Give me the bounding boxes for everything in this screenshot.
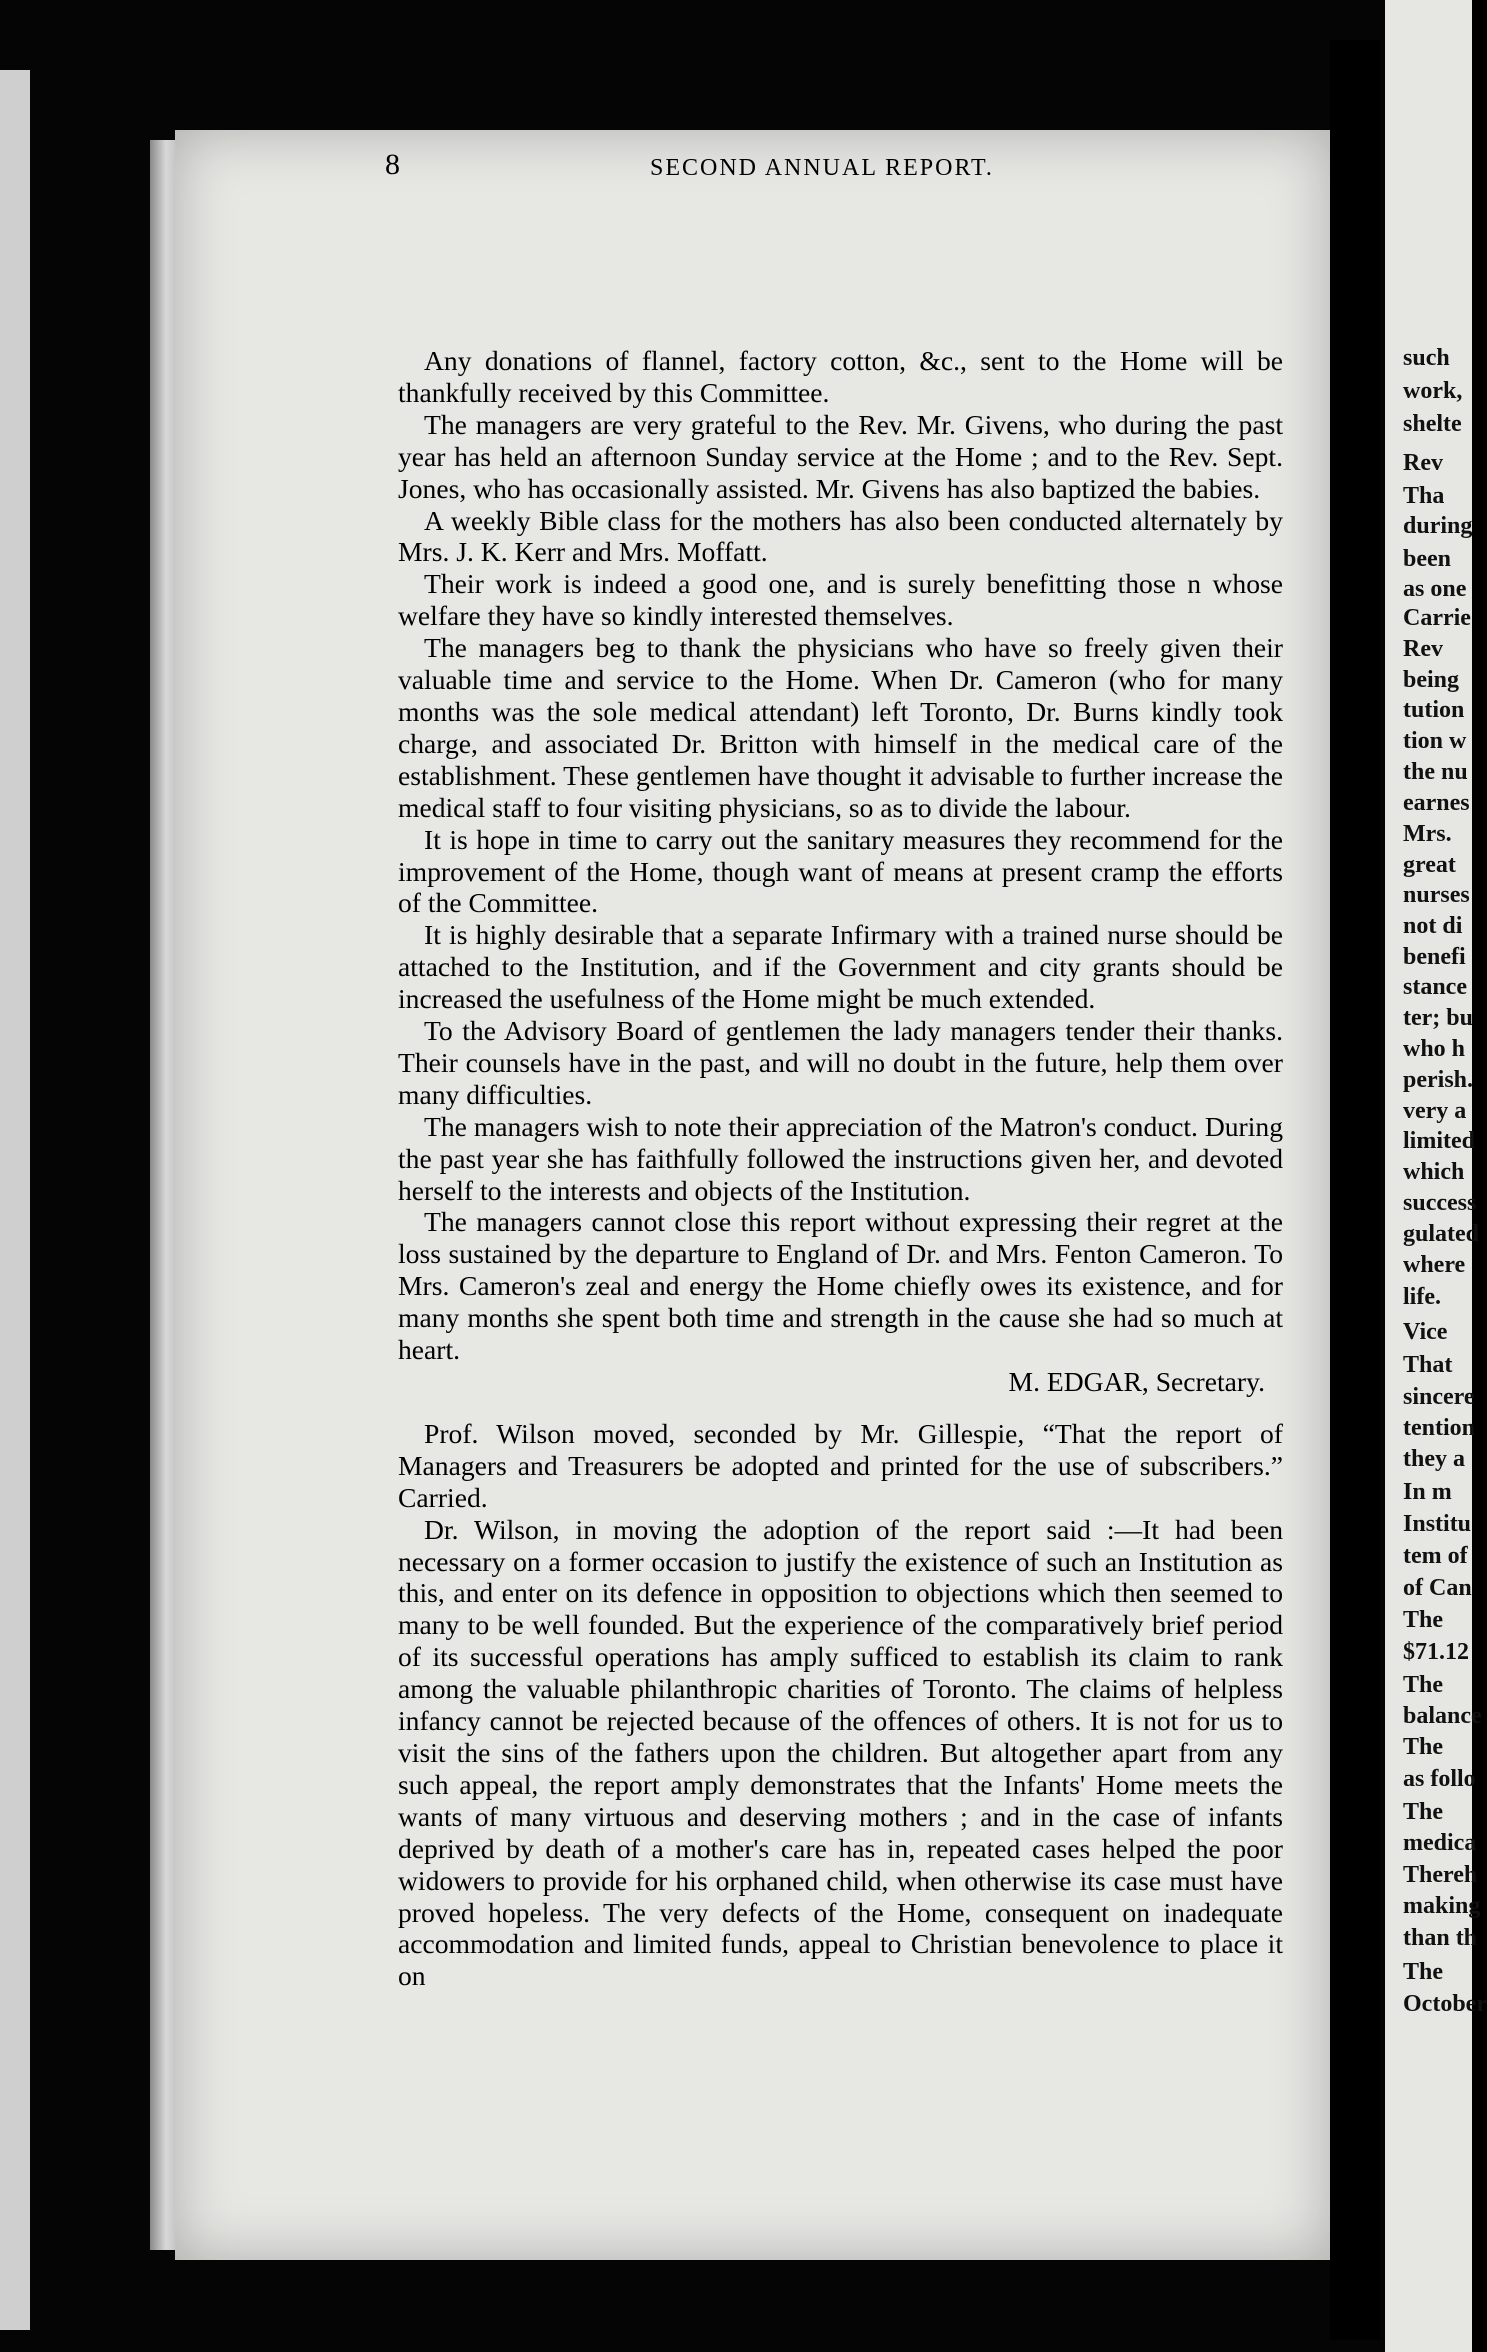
facing-page-line: during <box>1403 513 1473 539</box>
facing-page-line: where <box>1403 1252 1466 1278</box>
paragraph: Their work is indeed a good one, and is surely benefitting those n whose welfare they have so kindly interested themselves. <box>398 568 1283 632</box>
paragraph: A weekly Bible class for the mothers has also been conducted alternately by Mrs. J. K. Kerr and Mrs. Moffatt. <box>398 504 1283 568</box>
paragraph: Prof. Wilson moved, seconded by Mr. Gillespie, “That the report of Managers and Treasurers be adopted and printed for the use of subscribers.” Carried. <box>398 1417 1283 1513</box>
facing-page-line: which <box>1403 1159 1465 1185</box>
body-text <box>398 345 1283 1992</box>
facing-page-line: as follo <box>1403 1766 1476 1792</box>
facing-page-line: Rev <box>1403 636 1443 662</box>
paragraph: The managers cannot close this report without expressing their regret at the loss sustained by the departure to England of Dr. and Mrs. Fenton Cameron. To Mrs. Cameron's zeal and energy the Home chiefly owes its existence, and for many months she spent both time and strength in the cause she had so much at heart. <box>398 1206 1283 1366</box>
facing-page-line: Rev <box>1403 450 1443 476</box>
spacer <box>398 1398 1283 1418</box>
paragraph: The managers wish to note their appreciation of the Matron's conduct. During the past year she has faithfully followed the instructions given her, and devoted herself to the interests and objects of the Institution. <box>398 1110 1283 1206</box>
facing-page-line: benefi <box>1403 944 1466 970</box>
running-head: SECOND ANNUAL REPORT. <box>650 155 994 181</box>
facing-page-line: medica <box>1403 1830 1477 1856</box>
facing-page-line: than th <box>1403 1925 1478 1951</box>
facing-page-line: earnes <box>1403 790 1470 816</box>
facing-page-line: work, <box>1403 378 1463 404</box>
paragraph: Any donations of flannel, factory cotton, &c., sent to the Home will be thankfully received by this Committee. <box>398 345 1283 408</box>
facing-page-line: perish. <box>1403 1067 1474 1093</box>
facing-page <box>1385 0 1487 2352</box>
facing-page-line: $71.12 <box>1403 1639 1469 1665</box>
facing-page-line: life. <box>1403 1284 1441 1310</box>
facing-page-line: The <box>1403 1734 1444 1760</box>
facing-page-line: The <box>1403 1607 1444 1633</box>
facing-page-line: That <box>1403 1352 1453 1378</box>
facing-page-line: tention <box>1403 1415 1475 1441</box>
paragraph: To the Advisory Board of gentlemen the lady managers tender their thanks. Their counsels have in the past, and will no doubt in the future, help them over many difficulties. <box>398 1015 1283 1110</box>
paragraph: Dr. Wilson, in moving the adoption of the report said :—It had been necessary on a former occasion to justify the existence of such an Institution as this, and enter on its defence in opposition to objections which then seemed to many to be well founded. But the experience of the comparatively brief period of its successful operations has amply sufficed to establish its claim to rank among the valuable philanthropic charities of Toronto. The claims of helpless infancy cannot be rejected because of the offences of others. It is not for us to visit the sins of the fathers upon the children. But altogether apart from any such appeal, the report amply demonstrates that the Infants' Home meets the wants of many virtuous and deserving mothers ; and in the case of infants deprived by death of a mother's care has in, repeated cases helped the poor widowers to provide for his orphaned child, when otherwise its case must have proved hopeless. The very defects of the Home, consequent on inadequate accommodation and limited funds, appeal to Christian benevolence to place it on <box>398 1513 1283 1992</box>
facing-page-line: stance <box>1403 974 1467 1000</box>
facing-page-line: sincere <box>1403 1384 1475 1410</box>
facing-page-line: being <box>1403 667 1460 693</box>
facing-page-line: very a <box>1403 1098 1467 1124</box>
facing-page-line: tution <box>1403 697 1465 723</box>
facing-page-line: who h <box>1403 1036 1466 1062</box>
facing-page-line: been <box>1403 546 1451 572</box>
facing-page-line: of Can <box>1403 1575 1472 1601</box>
facing-page-line: as one <box>1403 576 1467 602</box>
facing-page-line: Institu <box>1403 1511 1472 1537</box>
facing-page-line: such <box>1403 345 1450 371</box>
paragraph: The managers are very grateful to the Rev. Mr. Givens, who during the past year has held an afternoon Sunday service at the Home ; and to the Rev. Sept. Jones, who has occasionally assisted. Mr. Givens has also baptized the babies. <box>398 408 1283 504</box>
facing-page-line: Tha <box>1403 483 1445 509</box>
facing-page-line: October <box>1403 1991 1487 2017</box>
facing-page-line: shelte <box>1403 411 1462 437</box>
facing-page-line: ter; bu <box>1403 1005 1473 1031</box>
facing-page-line: Thereh <box>1403 1862 1478 1888</box>
facing-page-line: Vice <box>1403 1319 1448 1345</box>
facing-page-line: gulated <box>1403 1221 1480 1247</box>
paragraph-group <box>398 345 1283 1366</box>
facing-page-line: Carrie <box>1403 605 1471 631</box>
facing-page-line: great <box>1403 852 1456 878</box>
paragraph: It is hope in time to carry out the sanitary measures they recommend for the improvement of the Home, though want of means at present cramp the efforts of the Committee. <box>398 823 1283 919</box>
facing-page-line: The <box>1403 1799 1444 1825</box>
paragraph: The managers beg to thank the physicians who have so freely given their valuable time and service to the Home. When Dr. Cameron (who for many months was the sole medical attendant) left Toronto, Dr. Burns kindly took charge, and associated Dr. Britton with himself in the medical care of the establishment. These gentlemen have thought it advisable to further increase the medical staff to four visiting physicians, so as to divide the labour. <box>398 632 1283 823</box>
facing-page-line: Mrs. <box>1403 821 1452 847</box>
paragraph-group-after <box>398 1418 1283 1992</box>
facing-page-line: making <box>1403 1893 1481 1919</box>
facing-page-line: not di <box>1403 913 1463 939</box>
facing-page-line: tem of <box>1403 1543 1468 1569</box>
signature: M. EDGAR, Secretary. <box>1008 1366 1265 1397</box>
facing-page-line: they a <box>1403 1446 1465 1472</box>
facing-page-line: limited <box>1403 1128 1475 1154</box>
adjacent-page-edge <box>0 70 30 2330</box>
book-gutter <box>1330 40 1380 2340</box>
paragraph: It is highly desirable that a separate Infirmary with a trained nurse should be attached to the Institution, and if the Government and city grants should be increased the usefulness of the Home might be much extended. <box>398 919 1283 1015</box>
facing-page-line: In m <box>1403 1479 1452 1505</box>
page-number: 8 <box>385 148 402 181</box>
facing-page-line: The <box>1403 1959 1444 1985</box>
facing-page-line: The <box>1403 1672 1444 1698</box>
facing-page-line: balance <box>1403 1703 1482 1729</box>
facing-page-line: nurses <box>1403 882 1470 908</box>
facing-page-line: tion w <box>1403 728 1467 754</box>
facing-page-line: the nu <box>1403 759 1468 785</box>
facing-page-line: success <box>1403 1190 1477 1216</box>
